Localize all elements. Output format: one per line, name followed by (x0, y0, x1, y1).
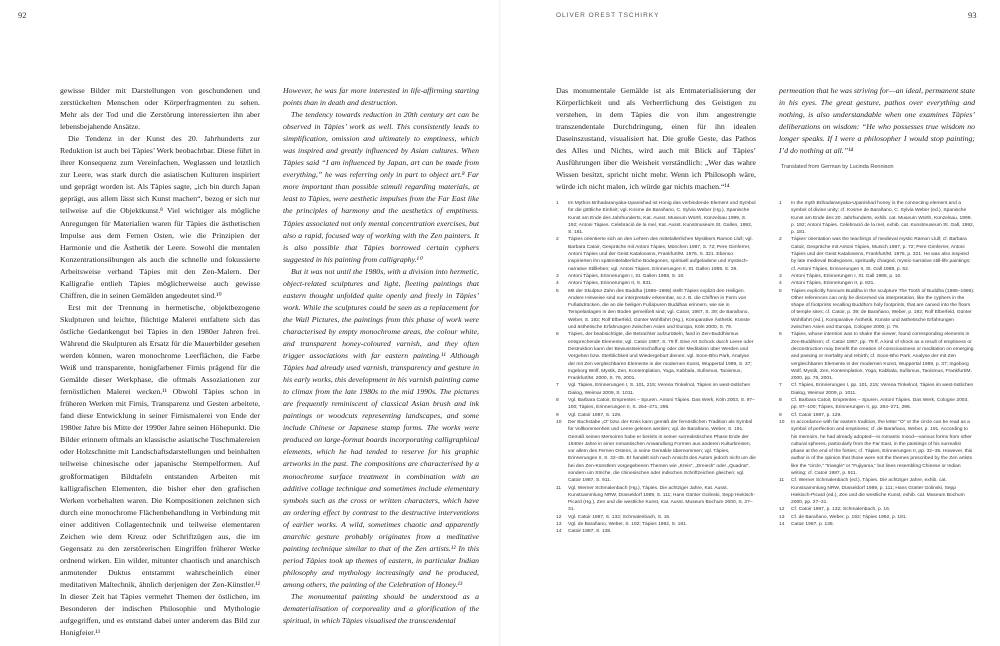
endnote-number: 6 (779, 332, 782, 338)
translation-credit: Translated from German by Lucinda Rennison (781, 164, 894, 170)
endnote-number: 3 (556, 273, 559, 279)
endnote-number: 14 (556, 529, 562, 535)
endnote (779, 200, 975, 236)
endnote-text: In the myth Brihadaranyaka-Upanishad honey is the connecting element and a symbol of divine unity; cf. Kosme de Barañano, C. Sylvia Weber (ed.), Spanische Kunst am Ende des 20. Jahrhunderts, exhib. cat. Museum Würth, Künzelsau, 1999, p. 192; Antoni Tàpies. Celebració de la mel, exhib. cat. Kunstmuseum St. Gall, 1992, p. 181. (791, 201, 975, 236)
endnote (556, 200, 756, 236)
endnote-text: Vgl. Catoir 1987, S. 132; Schmalenbach, S. 16. (568, 514, 671, 520)
right-column-german (556, 85, 756, 195)
endnote-number: 10 (779, 419, 785, 425)
endnote-text: Vgl. Werner Schmalenbach (Hg.), Tàpies. Die achtziger Jahre, Kat. Ausst. Kunstsammlung NRW, Düsseldorf 1989, S. 111; Hans Günter Golinski, Sepp Hiekisch-Picard (Hg.), Zen und die westliche Kunst, Kat. Ausst. Museum Bochum 2000, S. 27–31. (568, 485, 756, 513)
paragraph: Das monumentale Gemälde ist als Entmaterialisierung der Körperlichkeit und als Verherrlichung des Geistigen zu verstehen, in dem Tàpies die von ihm angestrengte transzendentale Durchdringung, einen für ihn idealen Daseinszustand, visualisiert hat. Die große Geste, das Pathos des Alles und Nichts, wird auch mit Blick auf Tàpies’ Ausführungen über die Weisheit verständlich: „Wer das wahre Wissen besitzt, spricht nicht mehr. Wenn ich Philosoph wäre, würde ich nicht malen, ich würde gar nichts machen.“¹⁴ (556, 86, 756, 192)
endnote (779, 419, 975, 477)
endnote-text: Tàpies explicitly honours Buddha in the sculpture The Tooth of Buddha (1985–1986). Other references can only be discerned via interpretation, like the cyphers in the shape of footprints recalling Buddha’s holy footprints, that are carved into the floors of temple sites; cf. Catoir, p. 39; de Barañano, Weber, p. 192; Rolf Elberfeld, Günter Wohlfahrt (ed.), Komparative Ästhetik. Künste und ästhetische Erfahrungen zwischen Asien und Europa, Cologne 2000, p. 79. (791, 288, 975, 331)
endnote (556, 273, 756, 280)
endnote-text: Cf. de Barañano, Weber, p. 192; Tàpies 1992, p. 181. (791, 514, 907, 520)
left-column-german (60, 85, 260, 638)
endnote (779, 280, 975, 287)
endnote-text: Vgl. Catoir 1987, S. 129. (568, 412, 622, 418)
endnote (556, 419, 756, 485)
endnote-number: 13 (556, 522, 562, 528)
endnote (779, 477, 975, 506)
left-column-english (283, 85, 479, 630)
endnote-text: Catoir 1987, p. 138. (791, 522, 834, 528)
page-number-right: 93 (968, 10, 977, 20)
endnote-text: Antoni Tàpies, Erinnerungen I, St. Gall 1988, p. 10. (791, 273, 902, 279)
endnote-number: 14 (779, 522, 785, 528)
endnote-text: Im Mythos Brihadaranyaka-Upanishad ist Honig das verbindende Element und Symbol für die göttliche Einheit; vgl. Kosme de Barañano, C. Sylvia Weber (Hg.), Spanische Kunst am Ende des Jahrhunderts, Kat. Ausst. Museum Würth, Künzelsau 1999, S. 192; Antoni Tàpies. Celebració de la mel, Kat. Ausst. Kunstmuseum St. Gallen, 1992, S. 181. (568, 201, 756, 236)
page-number-left: 92 (18, 10, 27, 20)
endnote-number: 1 (556, 201, 559, 206)
endnote-number: 8 (779, 398, 782, 404)
endnote-number: 2 (556, 237, 559, 243)
paragraph: The tendency towards reduction in 20th century art can be observed in Tàpies’ work as well. This consistently leads to simplification, omission and ultimately to emptiness, which was inspired and greatly influenced by Asian cultures. When Tàpies said “I am influenced by Japan, art can be made from everything,” he was referring only in part to object art.⁸ Far more important than possible stimuli regarding materials, at least to Tàpies, were aesthetic impulses from the Far East like the principles of harmony and the aesthetics of emptiness. Tàpies associated not only mental concentration exercises, but also a rapid, focused way of working with the Zen painters. It is also possible that Tàpies borrowed certain cyphers suggested in his painting from calligraphy.¹⁰ (283, 110, 479, 264)
endnote (556, 288, 756, 332)
endnote-text: Cf. Werner Schmalenbach (ed.), Tàpies. Die achtziger Jahre, exhib. cat. Kunstsammlung NRW, Düsseldorf 1989, p. 111; Hans Günter Golinski, Sepp Hiekisch-Picard (ed.), Zen und die westliche Kunst, exhib. cat. Museum Bochum 2000, pp. 27–31. (791, 478, 965, 506)
endnote (779, 288, 975, 332)
endnote (556, 412, 756, 419)
endnote-number: 7 (779, 383, 782, 389)
endnote-number: 5 (779, 288, 782, 294)
endnote (779, 273, 975, 280)
paragraph: permeation that he was striving for—an ideal, permanent state in his eyes. The great gesture, pathos over everything and nothing, is also understandable when one examines Tàpies’ deliberations on wisdom: “He who possesses true wisdom no longer speaks. If I were a philosopher I would stop painting; I’d do nothing at all.”¹⁴ (779, 86, 975, 156)
endnote (779, 382, 975, 397)
endnote-number: 6 (556, 332, 559, 338)
paragraph: Erst mit der Trennung in hermetische, objektbezogene Skulpturen und leichte, flüchtige Malerei entfaltete sich das östliche Gedankengut bei Tàpies in den 1980er Jahren frei. Während die Skulpturen als Ersatz für die Mauerbilder gesehen werden können, waren monochrome Leerflächen, die Farbe Weiß und transparente, honigfarbener Firnis prägend für die Gemälde dieser Werkphase, die oftmals Assoziationen zur fernöstlichen Malerei wecken.¹¹ Obwohl Tàpies schon in früheren Werken mit Firnis, Transparenz und Gesten arbeitete, fand diese Entwicklung in seiner Firnismalerei von Ende der 1980er Jahre bis Mitte der 1990er Jahre seinen Höhepunkt. Die Bilder erinnern oftmals an klassische asiatische Tuschmalereien oder Holzschnitte mit Landschaftsdarstellungen und beinhalten teilweise chinesische oder japanische Stempelformen. Auf großformatigen Bildtafeln entstanden Arbeiten mit kalligrafischen Elementen, die bisher eher den grafischen Werken vorbehalten waren. Die Kompositionen zeichnen sich durch eine monochrome Flächenbehandlung in Verbindung mit einer additiven Collagentechnik und teilweise elementaren Zeichen wie dem Kreuz oder Schriftzügen aus, die im Gegensatz zu den zerstörerischen Eingriffen früherer Werke ordnend wirken. Ein wilder, mitunter chaotisch und anarchisch anmutender Duktus entstammt wahrscheinlich einer meditativen Maltechnik, ähnlich derjenigen der Zen-Künstler.¹² In dieser Zeit hat Tàpies vermehrt Themen der östlichen, im Besonderen der indischen Philosophie und Mythologie aufgegriffen, und es entstand dabei unter anderem das Bild zur Honigfeier.¹³ (60, 302, 260, 638)
endnote-number: 3 (779, 273, 782, 279)
paragraph: Die Tendenz in der Kunst des 20. Jahrhunderts zur Reduktion ist auch bei Tàpies’ Werk beobachtbar. Diese führt in ihrer Konsequenz zum Vereinfachen, Weglassen und letztlich zur Leere, was stark durch die asiatischen Kulturen inspiriert und geprägt worden ist. Als Tàpies sagte, „ich bin durch Japan geprägt, aus allem lässt sich Kunst machen“, bezog er sich nur teilweise auf die Objektkunst.⁸ Viel wichtiger als mögliche Anregungen für Materialien waren für Tàpies die ästhetischen Impulse aus dem Fernen Osten, wie die Prinzipien der Harmonie und die Ästhetik der Leere. Sowohl die mentalen Konzentrationsübungen als auch die schnelle und fokussierte Arbeitsweise verband Tàpies mit den Zen-Malern. Der Kalligrafie entlieh Tàpies möglicherweise auch gewisse Chiffren, die in seinen Gemälden angedeutet sind.¹⁰ (60, 134, 260, 300)
endnote-text: Antoni Tàpies, Erinnerungen I, St. Gallen 1988, S. 10. (568, 273, 685, 279)
endnote-number: 12 (779, 507, 785, 513)
endnote-text: Tàpies’ orientation was the teachings of medieval mystic Ramon Llull; cf. Barbara Catoir, Gespräche mit Antoni Tàpies, Munich 1987, p. 72; Pere Gimferrer, Antoni Tàpies und der Geist Kataloniens, Frankfurt/M. 1976, p. 321. He was also inspired by late medieval Bodegones, spiritually charged, mystic-narrative still-life paintings; cf. Antoni Tàpies, Erinnerungen II, St. Gall 1988, p. 52. (791, 237, 971, 272)
endnote-text: Antoni Tàpies, Erinnerungen II, S. 831. (568, 281, 653, 287)
endnote (779, 236, 975, 272)
endnotes-german (556, 200, 756, 536)
endnote (556, 485, 756, 514)
endnote-number: 2 (779, 237, 782, 243)
endnote (779, 412, 975, 419)
gutter (499, 0, 501, 646)
endnote-number: 12 (556, 514, 562, 520)
endnote-number: 4 (556, 281, 559, 287)
endnote (779, 397, 975, 412)
paragraph: gewisse Bilder mit Darstellungen von geschundenen und zerstückelten Menschen oder Körperfragmenten zu sehen. Mehr als der Tod und die Zerstörung interessierten ihn aber lebensbejahende Ansätze. (60, 86, 260, 132)
endnote-text: Der Buchstabe „O“ bzw. der Kreis kann gemäß der fernöstlichen Tradition als Symbol für Vollkommenheit und Leere gelesen werden; vgl. de Barañano, Weber, S. 191. Gemäß seinen Memoiren habe er bereits in seiner surrealistischen Phase Ende der 1940er Jahre in einer romantischen Anwandlung Formen aus anderen Kulturkreisen, vor allem des Fernen Ostens, in seine Gemälde übernommen; vgl. Tàpies, Erinnerungen II, S. 32–35. Er handelt sich nach Ansicht des Autors jedoch nicht um die bei den Zen-Künstlern vorgegebenen Themen wie „Kreis“, „Dreieck“ oder „Quadrat“, sondern um Striche, die chinesischen oder indischen Schriftzeichen gleichen; vgl. Catoir 1987, S. 911. (568, 419, 756, 484)
endnote-number: 11 (556, 485, 562, 491)
endnote-number: 1 (779, 201, 782, 206)
endnote (556, 331, 756, 382)
endnote-number: 7 (556, 383, 559, 389)
endnote-text: Tàpies, der beabsichtigte, die Betrachter aufzurütteln, fand in Zen-Buddhismus entsprechende Elemente; vgl. Catoir 1987, S. 79 ff. Eine Art Schock durch Leere oder Destruktion kann der Bewusstseinsschaffung oder der Meditation über Werden und Vergehen bzw. Sterblichkeit und Wiedergeburt dienen; vgl. Soon-Bho Park, Analyse der mit Zen vergleichbaren Elemente in der modernen Kunst, Wuppertal 1989, S. 37; Ingeborg Wolf, Mystik, Zen, Kontemplation, Yoga, Kabbala, Sufismus, Taoismus, Frankfurt/M. 2000, S. 76, 2001. (568, 332, 754, 382)
endnote-number: 9 (779, 412, 782, 418)
endnote-text: Vgl. Tàpies, Erinnerungen I, S. 101, 215; Verena Tinkelnot, Tàpies im west-östlichen Dialog, Weimar 2009, S. 1011. (568, 383, 751, 396)
endnote (779, 506, 975, 513)
endnote (779, 521, 975, 528)
endnote (556, 382, 756, 397)
endnote-number: 8 (556, 398, 559, 404)
endnote-text: Cf. Barbara Catoir, Emprentes – Spuren. Antoni Tàpies. Das Werk, Cologne 2003, pp. 97–100; Tàpies, Erinnerungen II, pp. 264–271, 296. (791, 398, 969, 411)
endnote-number: 11 (779, 478, 785, 484)
endnote-text: In accordance with far eastern tradition, the letter “O” or the circle can be read as a symbol of perfection and emptiness; cf. de Barañano, Weber, p. 191. According to his memoirs, he had already adopted—in romantic mood—various forms from other cultural spheres, particularly from the Far East, in the paintings of his surrealist phase at the end of the forties; cf. Tàpies, Erinnerungen II, pp. 32–35. However, this author is of the opinion that those were not the themes prescribed by the Zen artists like the “circle,” “triangle” or “Fujiyama,” but lines resembling Chinese or Indian writing; cf. Catoir 1987, p. 911. (791, 419, 973, 476)
endnote (556, 280, 756, 287)
endnote-number: 10 (556, 419, 562, 425)
endnote-text: Tàpies orientierte sich an den Lehren des mittelalterlichen Mystikers Ramon Llull; vgl. Barbara Catoir, Gespräche mit Antoni Tàpies, München 1987, S. 72; Pere Gimferrer, Antoni Tàpies und der Geist Kataloniens, Frankfurt/M. 1976, S. 321. Ebenso inspirierten ihn spätmittelalterliche Bodegones, spirituell aufgeladene und mystisch-narrative Stillleben; vgl. Antoni Tàpies, Erinnerungen II, St. Gallen 1989, S. 29. (568, 237, 753, 272)
endnote-text: Cf. Tàpies, Erinnerungen I, pp. 101, 215; Verena Tinkelnot, Tàpies im west-östlichen Dialog, Weimar 2009, p. 1011. (791, 383, 974, 396)
endnote-text: Tàpies, whose intention was to shake the viewer, found corresponding elements in Zen-Buddhism; cf. Catoir 1987, pp. 79 ff. A kind of shock as a result of emptiness or deconstruction may benefit the creation of consciousness or meditation on emerging and passing or mortality and rebirth; cf. Soon-Bho Park, Analyse der mit Zen vergleichbaren Elemente in der modernen Kunst, Wuppertal 1989, p. 37; Ingeborg Wolf, Mystik, Zen, Kontemplation, Yoga, Kabbala, Sufismus, Taoismus, Frankfurt/M. 2000, pp. 76, 2001. (791, 332, 974, 382)
endnote-number: 9 (556, 412, 559, 418)
right-column-english (779, 85, 975, 160)
paragraph: The monumental painting should be understood as a dematerialisation of corporeality and a glorification of the spiritual, in which Tàpies visualised the transcendental (283, 591, 479, 626)
paragraph: However, he was far more interested in life-affirming starting points than in death and destruction. (283, 86, 479, 108)
endnote (556, 528, 756, 535)
endnote-text: Antoni Tàpies, Erinnerungen II, p. 831. (791, 281, 875, 287)
endnote (779, 514, 975, 521)
endnote-number: 5 (556, 288, 559, 294)
endnote-text: Catoir 1987, S. 138. (568, 529, 612, 535)
endnote-number: 13 (779, 514, 785, 520)
endnotes-english (779, 200, 975, 528)
endnote (556, 514, 756, 521)
endnote-text: Cf. Catoir 1987, p. 132; Schmalenbach, p. 16. (791, 507, 891, 513)
paragraph: But it was not until the 1980s, with a division into hermetic, object-related sculptures and light, fleeting paintings that eastern thought unfolded quite openly and freely in Tàpies’ work. While the sculptures could be seen as a replacement for the Wall Pictures, the paintings from this phase of work were characterised by empty monochrome areas, the colour white, and transparent honey-coloured varnish, and they often trigger associations with far eastern painting.¹¹ Although Tàpies had already used varnish, transparency and gesture in his early works, this development in his varnish painting came to climax from the late 1980s to the mid 1990s. The pictures are frequently reminiscent of classical Asian brush and ink paintings or woodcuts representing landscapes, and some include Chinese or Japanese stamp forms. The works were produced on large-format boards incorporating calligraphical elements, which he had tended to reserve for his graphic artworks in the past. The compositions are characterised by a monochrome surface treatment in combination with an additive collage technique and sometimes include elementary symbols such as the cross or written characters, which have an ordering effect by contrast to the destructive interventions of earlier works. A wild, sometimes chaotic and apparently anarchic gesture probably originates from a meditative painting technique similar to that of the Zen artists.¹² In this period Tàpies took up themes of eastern, in particular Indian philosophy and mythology increasingly and he produced, among others, the painting of the Celebration of Honey.¹³ (283, 266, 479, 589)
endnote (779, 331, 975, 382)
endnote (556, 397, 756, 412)
endnote-text: Vgl. Barbara Catoir, Emprentes – Spuren. Antoni Tàpies. Das Werk, Köln 2003, S. 97–100; Tàpies, Erinnerungen II, S. 264–271, 296. (568, 398, 755, 411)
running-head: OLIVER OREST TSCHIRKY (556, 12, 660, 19)
endnote-text: Cf. Catoir 1987, p. 129. (791, 412, 842, 418)
endnote-text: Vgl. de Barañano, Weber, S. 192; Tàpies 1992, S. 181. (568, 522, 688, 528)
endnote (556, 521, 756, 528)
endnote-number: 4 (779, 281, 782, 287)
endnote (556, 236, 756, 272)
endnote-text: Mit der Skulptur Zahn des Buddha (1985–1986) stellt Tàpies explizit den Heiligen. Andere Hinweise sind nur interpretativ erkennbar, so z. B. die Chiffren in Form von Fußabdrücken, die an die heiligen Fußspuren Buddhas erinnern, wie sie in Tempelanlagen in den Boden gemeißelt sind; vgl. Catoir, 1987, S. 39; de Barañano, Weber, S. 192; Rolf Elberfeld, Günter Wohlfahrt (Hg.), Komparative Ästhetik. Künste und ästhetische Erfahrungen zwischen Asien und Europa, Köln 2000, S. 79. (568, 288, 750, 331)
